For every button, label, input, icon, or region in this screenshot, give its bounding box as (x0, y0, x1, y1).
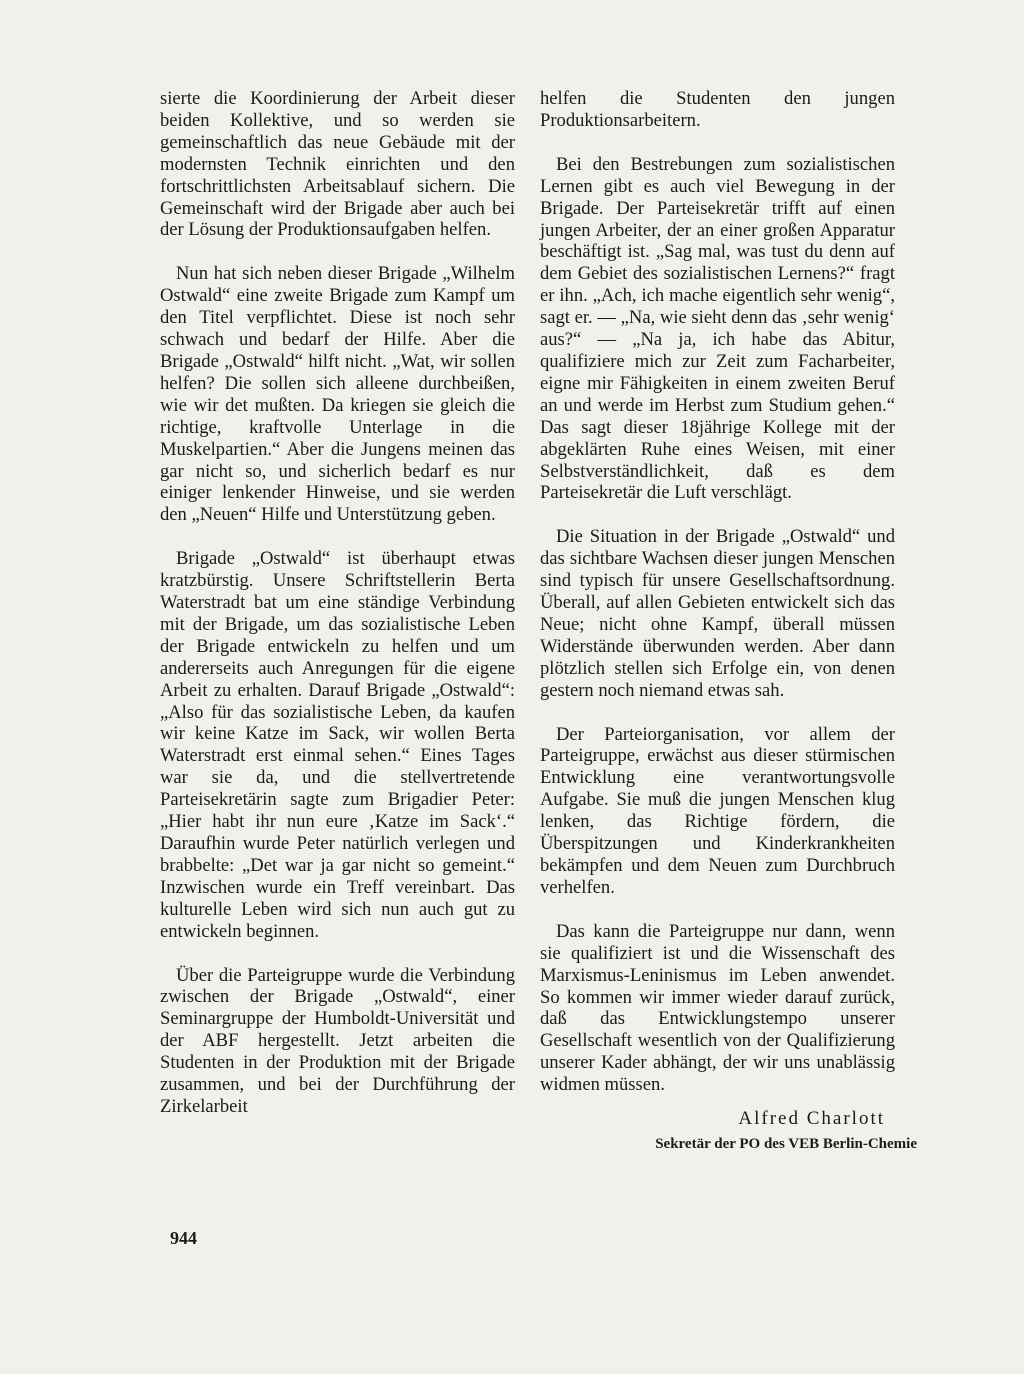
right-paragraph-5: Das kann die Parteigruppe nur dann, wenn sie qualifiziert ist und die Wissenschaft des Marxismus-Leninismus im Leben anwendet. So kommen wir immer wieder darauf zurück, daß das Entwicklungstempo unserer Gesellschaft wesentlich von der Qualifizierung unserer Kader abhängt, der wir uns unablässig widmen müssen. (540, 920, 895, 1096)
left-paragraph-4: Über die Parteigruppe wurde die Verbindung zwischen der Brigade „Ostwald“, einer Seminargruppe der Humboldt-Universität und der ABF hergestellt. Jetzt arbeiten die Studenten in der Produktion mit der Brigade zusammen, und bei der Durchführung der Zirkelarbeit (160, 964, 515, 1117)
right-paragraph-4: Der Parteiorganisation, vor allem der Parteigruppe, erwächst aus dieser stürmischen Entwicklung eine verantwortungsvolle Aufgabe. Sie muß die jungen Menschen klug lenken, das Richtige fördern, die Überspitzungen und Kinderkrankheiten bekämpfen und dem Neuen zum Durchbruch verhelfen. (540, 723, 895, 898)
right-paragraph-1: helfen die Studenten den jungen Produktionsarbeitern. (540, 88, 895, 131)
left-column (160, 88, 515, 1140)
author-signature (540, 1106, 917, 1156)
page-number: 944 (170, 1228, 197, 1248)
left-paragraph-1: sierte die Koordinierung der Arbeit dieser beiden Kollektive, und so werden sie gemeinschaftlich das neue Gebäude mit der modernsten Technik einrichten und den fortschrittlichsten Arbeitsablauf sichern. Die Gemeinschaft wird der Brigade aber auch bei der Lösung der Produktionsaufgaben helfen. (160, 88, 515, 241)
right-column (540, 88, 917, 1156)
left-paragraph-2: Nun hat sich neben dieser Brigade „Wilhelm Ostwald“ eine zweite Brigade zum Kampf um den Titel verpflichtet. Diese ist noch sehr schwach und bedarf der Hilfe. Aber die Brigade „Ostwald“ hilft nicht. „Wat, wir sollen helfen? Die sollen sich alleene durchbeißen, wie wir det mußten. Da kriegen sie gleich die richtige, kraftvolle Unterlage in die Muskelpartien.“ Aber die Jungens meinen das gar nicht so, und sicherlich bedarf es nur einiger lenkender Hinweise, und sie werden den „Neuen“ Hilfe und Unterstützung geben. (160, 263, 515, 526)
right-paragraph-2: Bei den Bestrebungen zum sozialistischen Lernen gibt es auch viel Bewegung in der Brigade. Der Parteisekretär trifft auf einen jungen Arbeiter, der an einer großen Apparatur beschäftigt ist. „Sag mal, was tust du denn auf dem Gebiet des sozialistischen Lernens?“ fragt er ihn. „Ach, ich mache eigentlich sehr wenig“, sagt er. — „Na, wie sieht denn das ‚sehr wenig‘ aus?“ — „Na ja, ich habe das Abitur, qualifiziere mich zur Zeit zum Facharbeiter, eigne mir Fähigkeiten in einem zweiten Beruf an und werde im Herbst zum Studium gehen.“ Das sagt dieser 18jährige Kollege mit der abgeklärten Ruhe eines Weisen, mit einer Selbstverständlichkeit, daß es dem Parteisekretär die Luft verschlägt. (540, 153, 895, 504)
author-name: Alfred Charlott (738, 1108, 885, 1130)
right-paragraph-3: Die Situation in der Brigade „Ostwald“ und das sichtbare Wachsen dieser jungen Menschen sind typisch für unsere Gesellschaftsordnung. Überall, auf allen Gebieten entwickelt sich das Neue; nicht ohne Kampf, überall müssen Widerstände überwunden werden. Aber dann plötzlich stellen sich Erfolge ein, von denen gestern noch niemand etwas sah. (540, 526, 895, 701)
left-paragraph-3: Brigade „Ostwald“ ist überhaupt etwas kratzbürstig. Unsere Schriftstellerin Berta Waterstradt bat um eine ständige Verbindung mit der Brigade, um das sozialistische Leben der Brigade entwickeln zu helfen und um andererseits auch Anregungen für die eigene Arbeit zu erhalten. Darauf Brigade „Ostwald“: „Also für das sozialistische Leben, da kaufen wir keine Katze im Sack, wir wollen Berta Waterstradt erst einmal sehen.“ Eines Tages war sie da, und die stellvertretende Parteisekretärin sagte zum Brigadier Peter: „Hier habt ihr nun eure ‚Katze im Sack‘.“ Daraufhin wurde Peter natürlich verlegen und brabbelte: „Det war ja gar nicht so gemeint.“ Inzwischen wurde ein Treff vereinbart. Das kulturelle Leben wird sich nun auch gut zu entwickeln beginnen. (160, 548, 515, 942)
author-role: Sekretär der PO des VEB Berlin-Chemie (655, 1136, 917, 1153)
